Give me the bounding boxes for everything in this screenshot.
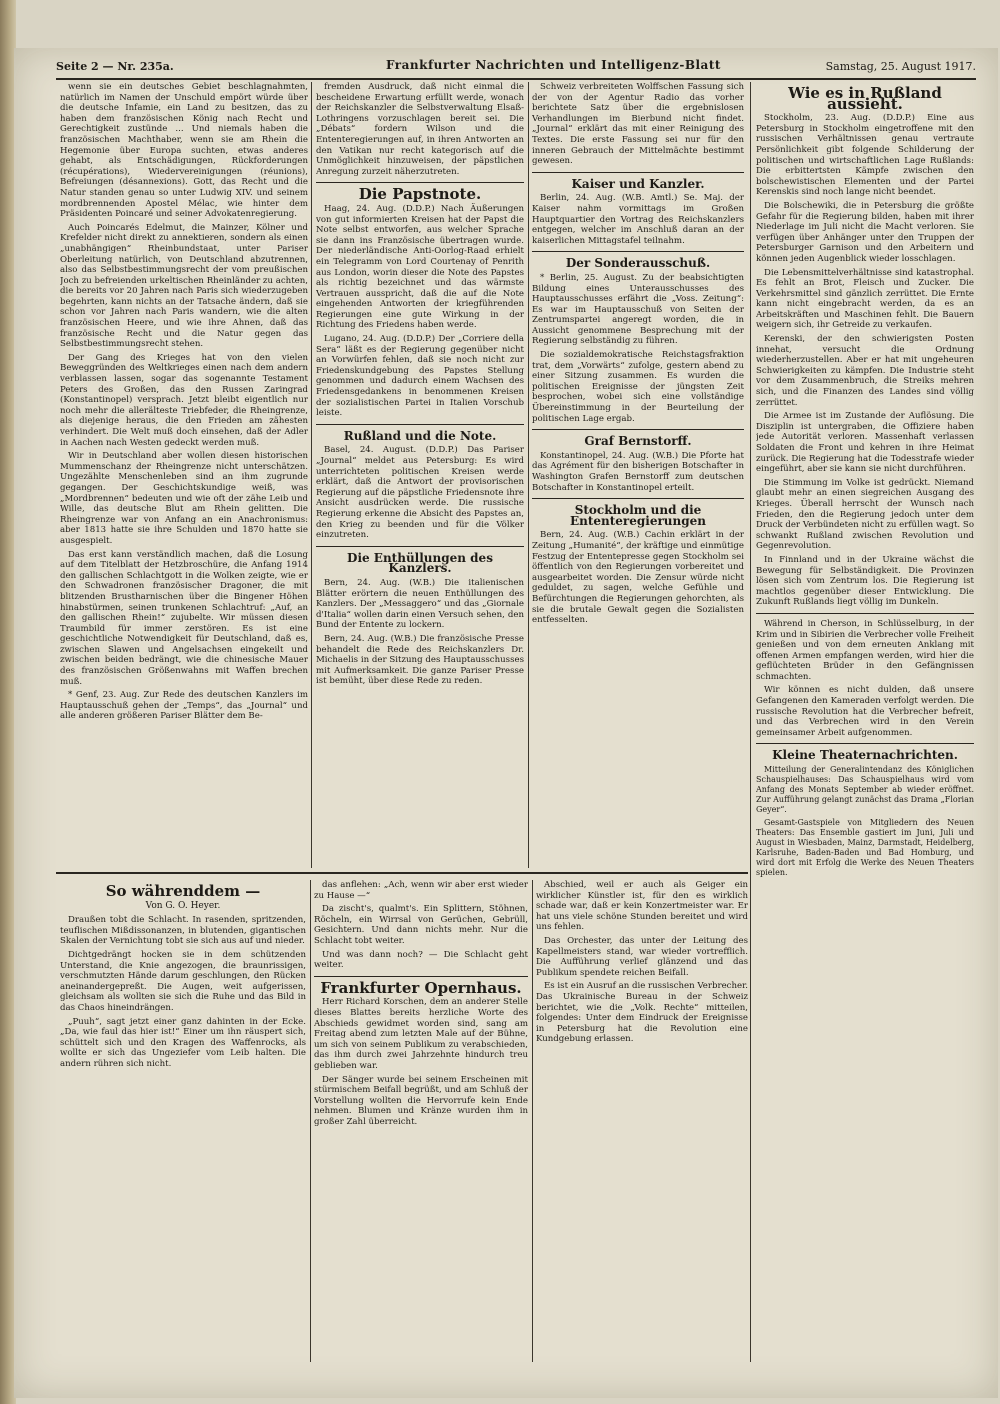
section-rule [532, 498, 744, 499]
article-paragraph: Gesamt-Gastspiele von Mitgliedern des Neuen Theaters: Das Ensemble gastiert im Juni, Juli und August in Wiesbaden, Mainz, Darmstadt, Heidelberg, Karlsruhe, Baden-Baden und Bad Homburg, und wird dort mit Erfolg die Werke des Neuen Theaters spielen. [756, 818, 974, 878]
article-paragraph: Der Sänger wurde bei seinem Erscheinen mit stürmischem Beifall begrüßt, und am Schluß der Vorstellung wollten die Hervorrufe kein Ende nehmen. Blumen und Kränze wurden ihm in großer Zahl überreicht. [314, 1074, 528, 1127]
article-paragraph: Die Lebensmittelverhältnisse sind katastrophal. Es fehlt an Brot, Fleisch und Zucker. Die Verkehrsmittel sind gänzlich zerrüttet. Die Ernte kann nicht eingebracht werden, da es an Arbeitskräften und Maschinen fehlt. Die Bauern weigern sich, ihr Getreide zu verkaufen. [756, 267, 974, 331]
section-rule [316, 182, 524, 183]
feuilleton-column-3 [536, 880, 748, 1362]
article-paragraph: Bern, 24. Aug. (W.B.) Die französische Presse behandelt die Rede des Reichskanzlers Dr. Michaelis in der Sitzung des Hauptausschusses mit Aufmerksamkeit. Die ganze Pariser Presse ist bemüht, über diese Rede zu reden. [316, 633, 524, 687]
article-paragraph: Der Gang des Krieges hat von den vielen Beweggründen des Weltkrieges einen nach dem andern verblassen lassen, sogar das sogenannte Testament Peters des Großen, das den Russen Zaringrad (Konstantinopel) versprach. Jetzt bleibt eigentlich nur noch mehr die allerälteste Triebfeder, die Rheingrenze, als diejenige heraus, die den Frieden am zähesten verhindert. Die Welt muß doch einsehen, daß der Adler in Aachen nach Westen gedeckt werden muß. [60, 352, 308, 448]
article-column-4 [756, 82, 974, 1282]
headline-enthuellungen: Die Enthüllungen des Kanzlers. [347, 550, 493, 576]
headline-papstnote: Die Papstnote. [358, 185, 482, 204]
article-paragraph: * Berlin, 25. August. Zu der beabsichtigten Bildung eines Unterausschusses des Hauptausschusses erfährt die „Voss. Zeitung“: Es war im Hauptausschuß von Seiten der Zentrumspartei angeregt worden, die in Aussicht genommene Besprechung mit der Regierung selbständig zu führen. [532, 272, 744, 347]
section-rule [532, 172, 744, 173]
author-byline: Von G. O. Heyer. [145, 900, 221, 911]
feuilleton-column-2 [314, 880, 528, 1362]
column-divider [310, 880, 311, 1362]
article-paragraph: In Finnland und in der Ukraine wächst die Bewegung für Selbständigkeit. Die Provinzen lösen sich vom Zentrum los. Die Regierung ist machtlos gegenüber dieser Entwicklung. Die Zukunft Rußlands liegt völlig im Dunkeln. [756, 554, 974, 608]
article-column-3 [532, 82, 744, 868]
headline-bernstorff: Graf Bernstorff. [584, 434, 692, 449]
headline-sonderausschuss: Der Sonderausschuß. [565, 256, 711, 271]
article-paragraph: Wir in Deutschland aber wollen diesen historischen Mummenschanz der Rheingrenze nicht unterschätzen. Ungezählte Menschenleben sind an ihm zugrunde gegangen. Der Geschichtskundige weiß, was „Mordbrennen“ bedeuten und wie oft der zähe Leib und Wille, das deutsche Blut am Rhein gelitten. Die Rheingrenze war von Anfang an ein Anachronismus: aber 1813 hatte sie ihre Schulden und 1870 hatte sie ausgespielt. [60, 451, 308, 546]
page-header [56, 56, 976, 80]
section-rule [532, 429, 744, 430]
article-paragraph: Abschied, weil er auch als Geiger ein wirklicher Künstler ist, für den es wirklich schade war, daß er kein Konzertmeister war. Er hat uns viele schöne Stunden bereitet und wird uns fehlen. [536, 880, 748, 933]
article-paragraph: Die Armee ist im Zustande der Auflösung. Die Disziplin ist untergraben, die Offiziere haben jede Autorität verloren. Massenhaft verlassen Soldaten die Front und kehren in ihre Heimat zurück. Die Regierung hat die Todesstrafe wieder eingeführt, aber sie kann sie nicht durchführen. [756, 411, 974, 475]
article-paragraph: Haag, 24. Aug. (D.D.P.) Nach Äußerungen von gut informierten Kreisen hat der Papst die Note selbst entworfen, aus welcher Sprache sie dann ins Französische übertragen wurde. Der niederländische Anti-Oorlog-Raad erhielt ein Telegramm von Lord Courtenay of Penrith aus London, worin dieser die Note des Papstes als richtig bezeichnet und das wärmste Vertrauen ausspricht, daß die auf die Note eingehenden Antworten der kriegführenden Regierungen eine gute Wirkung in der Richtung des Friedens haben werde. [316, 203, 524, 331]
headline-russland-note: Rußland und die Note. [343, 428, 497, 443]
article-paragraph: Es ist ein Ausruf an die russischen Verbrecher. Das Ukrainische Bureau in der Schweiz berichtet, wie die „Volk. Rechte“ mitteilen, folgendes: Unter dem Eindruck der Ereignisse in Petersburg hat die Revolution eine Kundgebung erlassen. [536, 981, 748, 1045]
article-paragraph: Die sozialdemokratische Reichstagsfraktion trat, dem „Vorwärts“ zufolge, gestern abend zu einer Sitzung zusammen. Es wurden die politischen Ereignisse der jüngsten Zeit besprochen, wobei sich eine vollständige Übereinstimmung in der Beurteilung der politischen Lage ergab. [532, 350, 744, 424]
section-rule [316, 424, 524, 425]
adjacent-page-edge [978, 120, 998, 1320]
headline-theaternachrichten: Kleine Theaternachrichten. [772, 748, 958, 763]
section-rule [316, 546, 524, 547]
article-paragraph: Das erst kann verständlich machen, daß die Losung auf dem Titelblatt der Hetzbroschüre, die Anfang 1914 den gallischen Schlachtgott in die Wolken zeigte, wie er den Schwadronen französischer Dragoner, die mit blitzenden Brustharnischen über die Bingener Höhen hinabstürmen, seinen trunkenen Schlachtruf: „Auf, an den gallischen Rhein!“ zujubelte. Wir müssen diesen Traumbild für immer zerstören. Es ist eine geschichtliche Notwendigkeit für Deutschland, daß es, zwischen Slawen und Angelsachsen eingekeilt und zwischen beiden bedrängt, wie die chinesische Mauer des französischen Größenwahns mit Waffen brechen muß. [60, 549, 308, 687]
article-paragraph: Während in Cherson, in Schlüsselburg, in der Krim und in Sibirien die Verbrecher volle Freiheit genießen und von dem erneuten Anklang mit offenen Armen empfangen werden, wird hier die geflüchteten Brüder in den Gefängnissen schmachten. [756, 618, 974, 682]
article-paragraph: Lugano, 24. Aug. (D.D.P.) Der „Corriere della Sera“ läßt es der Regierung gegenüber nicht an Vorwürfen fehlen, daß sie noch nicht zur Friedenskundgebung des Papstes Stellung genommen und dadurch einem Wachsen des Friedensgedankens in benommenen Kreisen der sozialistischen Partei in Italien Vorschub leiste. [316, 334, 524, 419]
article-paragraph: Bern, 24. Aug. (W.B.) Cachin erklärt in der Zeitung „Humanité“, der kräftige und einmütige Festzug der Ententepresse gegen Stockholm sei öffentlich von den Regierungen vorbereitet und ausgearbeitet worden. Die Zensur würde nicht geduldet, zu sagen, welche Gefühle und Befürchtungen die Regierungen gehorchten, als sie die brutale Gewalt gegen die Sozialisten entfesselten. [532, 530, 744, 626]
article-paragraph: Dichtgedrängt hocken sie in dem schützenden Unterstand, die Knie angezogen, die braunrissigen, verschmutzten Hände darum geschlungen, den Rücken aneinandergepreßt. Die Augen, weit aufgerissen, gleichsam als wollten sie sich die Ruhe und das Bild in das Chaos hineindrängen. [60, 949, 306, 1013]
article-paragraph: Kerenski, der den schwierigsten Posten innehat, versucht die Ordnung wiederherzustellen. Aber er hat mit ungeheuren Schwierigkeiten zu kämpfen. Die Industrie steht vor dem Zusammenbruch, die Streiks mehren sich, und die Finanzen des Landes sind völlig zerrüttet. [756, 334, 974, 408]
headline-russland-aussieht: Wie es in Rußland aussieht. [788, 84, 942, 113]
article-paragraph: Basel, 24. August. (D.D.P.) Das Pariser „Journal“ meldet aus Petersburg: Es wird unterrichteten politischen Kreisen werde erklärt, daß die Antwort der provisorischen Regierung auf die päpstliche Friedensnote ihre Ansicht ausdrücken werde. Die russische Regierung erkenne die Absicht des Papstes an, den Krieg zu beenden und für die Völker einzutreten. [316, 445, 524, 541]
headline-kaiser-kanzler: Kaiser und Kanzler. [571, 176, 705, 191]
article-paragraph: Herr Richard Korschen, dem an anderer Stelle dieses Blattes bereits herzliche Worte des Abschieds gewidmet worden sind, sang am Freitag abend zum letzten Male auf der Bühne, um sich von seinem Publikum zu verabschieden, das ihm durch zwei Jahrzehnte hindurch treu geblieben war. [314, 997, 528, 1071]
column-divider [532, 880, 533, 1362]
article-column-2 [316, 82, 524, 868]
article-paragraph: fremden Ausdruck, daß nicht einmal die bescheidene Erwartung erfüllt werde, wonach der Reichskanzler die Selbstverwaltung Elsaß-Lothringens vorzuschlagen bereit sei. Die „Débats“ fordern Wilson und die Ententeregierungen auf, in ihren Antworten an den Vatikan nur recht kategorisch auf die Unmöglichkeit hinzuweisen, der päpstlichen Anregung zurzeit näherzutreten. [316, 82, 524, 177]
headline-so-waehrenddem: So währenddem — [105, 882, 261, 900]
article-paragraph: „Puuh“, sagt jetzt einer ganz dahinten in der Ecke. „Da, wie faul das hier ist!“ Einer um ihn räuspert sich, schüttelt sich und den Kragen des Waffenrocks, als wollte er sich das Ungeziefer vom Leib halten. Die andern rühren sich nicht. [60, 1016, 306, 1069]
issue-date: Samstag, 25. August 1917. [825, 60, 976, 73]
article-paragraph: Konstantinopel, 24. Aug. (W.B.) Die Pforte hat das Agrément für den bisherigen Botschafter in Washington Grafen Bernstorff zum deutschen Botschafter in Konstantinopel erteilt. [532, 450, 744, 493]
article-paragraph: Da zischt's, qualmt's. Ein Splittern, Stöhnen, Röcheln, ein Wirrsal von Gerüchen, Gebrüll, Gesichtern. Und dann nichts mehr. Nur die Schlacht tobt weiter. [314, 904, 528, 946]
section-rule [756, 613, 974, 614]
article-paragraph: Wir können es nicht dulden, daß unsere Gefangenen den Kameraden verfolgt werden. Die russische Revolution hat die Verbrecher befreit, und das Verbrechen wird in den Verein gemeinsamer Arbeit aufgenommen. [756, 685, 974, 738]
article-paragraph: Auch Poincarés Edelmut, die Mainzer, Kölner und Krefelder nicht direkt zu annektieren, sondern als einen „unabhängigen“ Rheinbundstaat, unter Pariser Oberleitung natürlich, von Deutschland abzutrennen, also das Selbstbestimmungsrecht der vom preußischen Joch zu befreienden urkeltischen Rheinländer zu achten, die bereits vor 20 Jahren nach Paris sich wiederzugeben begehrten, kann nichts an der Tatsache ändern, daß sie schon vor Jahren nach Paris wandern, wie die alten französischen Heere, und wie ihre Ahnen, daß das französische Recht und die Natur gegen das Selbstbestimmungsrecht stehen. [60, 222, 308, 350]
article-column-1 [60, 82, 308, 868]
section-rule [314, 976, 528, 977]
article-paragraph: * Genf, 23. Aug. Zur Rede des deutschen Kanzlers im Hauptausschuß gehen der „Temps“, das „Journal“ und alle anderen größeren Pariser Blätter dem Be- [60, 690, 308, 722]
feuilleton-column-1 [60, 880, 306, 1362]
column-divider [311, 82, 312, 868]
article-paragraph: Draußen tobt die Schlacht. In rasenden, spritzenden, teuflischen Mißdissonanzen, in blutenden, gigantischen Skalen der Vernichtung tobt sie sich aus auf und nieder. [60, 915, 306, 947]
section-rule [756, 743, 974, 744]
article-paragraph: Schweiz verbreiteten Wolffschen Fassung sich der von der Agentur Radio das vorher berichtete Satz über die ergebnislosen Verhandlungen im Bierbund nicht findet. „Journal“ erklärt das mit einer Reinigung des Textes. Die erste Fassung sei nur für den inneren Gebrauch der Mittelmächte bestimmt gewesen. [532, 82, 744, 167]
article-paragraph: Stockholm, 23. Aug. (D.D.P.) Eine aus Petersburg in Stockholm eingetroffene mit den russischen Verhältnissen genau vertraute Persönlichkeit gibt folgende Schilderung der politischen und wirtschaftlichen Lage Rußlands: Die erbittertsten Kämpfe zwischen den bolschewistischen Elementen und der Partei Kerenskis sind noch lange nicht beendet. [756, 113, 974, 198]
headline-stockholm: Stockholm und die Ententeregierungen [569, 503, 706, 528]
column-divider [750, 82, 751, 1362]
article-paragraph: Die Stimmung im Volke ist gedrückt. Niemand glaubt mehr an einen siegreichen Ausgang des Krieges. Überall herrscht der Wunsch nach Frieden, den die Regierung jedoch unter dem Druck der Verbündeten nicht zu erfüllen wagt. So schwankt Rußland zwischen Revolution und Gegenrevolution. [756, 477, 974, 552]
feuilleton-rule [56, 872, 748, 874]
column-divider [528, 82, 529, 868]
newspaper-title: Frankfurter Nachrichten und Intelligenz-Blatt [386, 58, 721, 72]
article-paragraph: das anflehen: „Ach, wenn wir aber erst wieder zu Hause —“ [314, 880, 528, 901]
article-paragraph: Die Bolschewiki, die in Petersburg die größte Gefahr für die Regierung bilden, haben mit ihrer Niederlage im Juli nicht die Macht verloren. Sie verfügen über Anhänger unter den Truppen der Petersburger Garnison und den Arbeitern und können jeden Augenblick wieder losschlagen. [756, 200, 974, 264]
article-paragraph: Berlin, 24. Aug. (W.B. Amtl.) Se. Maj. der Kaiser nahm vormittags im Großen Hauptquartier den Vortrag des Reichskanzlers entgegen, welcher im Anschluß daran an der kaiserlichen Mittagstafel teilnahm. [532, 193, 744, 246]
article-paragraph: Bern, 24. Aug. (W.B.) Die italienischen Blätter erörtern die neuen Enthüllungen des Kanzlers. Der „Messaggero“ und das „Giornale d'Italia“ wollen darin einen Versuch sehen, den Bund der Entente zu lockern. [316, 577, 524, 631]
article-paragraph: Das Orchester, das unter der Leitung des Kapellmeisters stand, war wieder vortrefflich. Die Aufführung verlief glänzend und das Publikum spendete reichen Beifall. [536, 935, 748, 978]
article-paragraph: Mitteilung der Generalintendanz des Königlichen Schauspielhauses: Das Schauspielhaus wird vom Anfang des Monats September ab wieder eröffnet. Zur Aufführung gelangt zunächst das Drama „Florian Geyer“. [756, 765, 974, 815]
article-paragraph: Und was dann noch? — Die Schlacht geht weiter. [314, 949, 528, 971]
article-paragraph: wenn sie ein deutsches Gebiet beschlagnahmten, natürlich im Namen der Unschuld empört würde über die deutsche Infamie, ein Land zu besitzen, das zu haben dem französischen König nach Recht und Gerechtigkeit zustünde ... Und niemals haben die französischen Machthaber, wenn sie am Rhein die Hegemonie über Europa suchten, etwas anderes gehabt, als Entschädigungen, Rückforderungen (récupérations), Wiedervereinigungen (réunions), Befreiungen (désannexions). Gott, das Recht und die Natur standen genau so unter Ludwig XIV. und seinem mordbrennenden Apostel Mélac, wie hinter dem Präsidenten Poincaré und seiner Advokatenregierung. [60, 82, 308, 220]
headline-opernhaus: Frankfurter Opernhaus. [320, 978, 522, 997]
page-number: Seite 2 — Nr. 235a. [56, 60, 174, 73]
section-rule [532, 251, 744, 252]
